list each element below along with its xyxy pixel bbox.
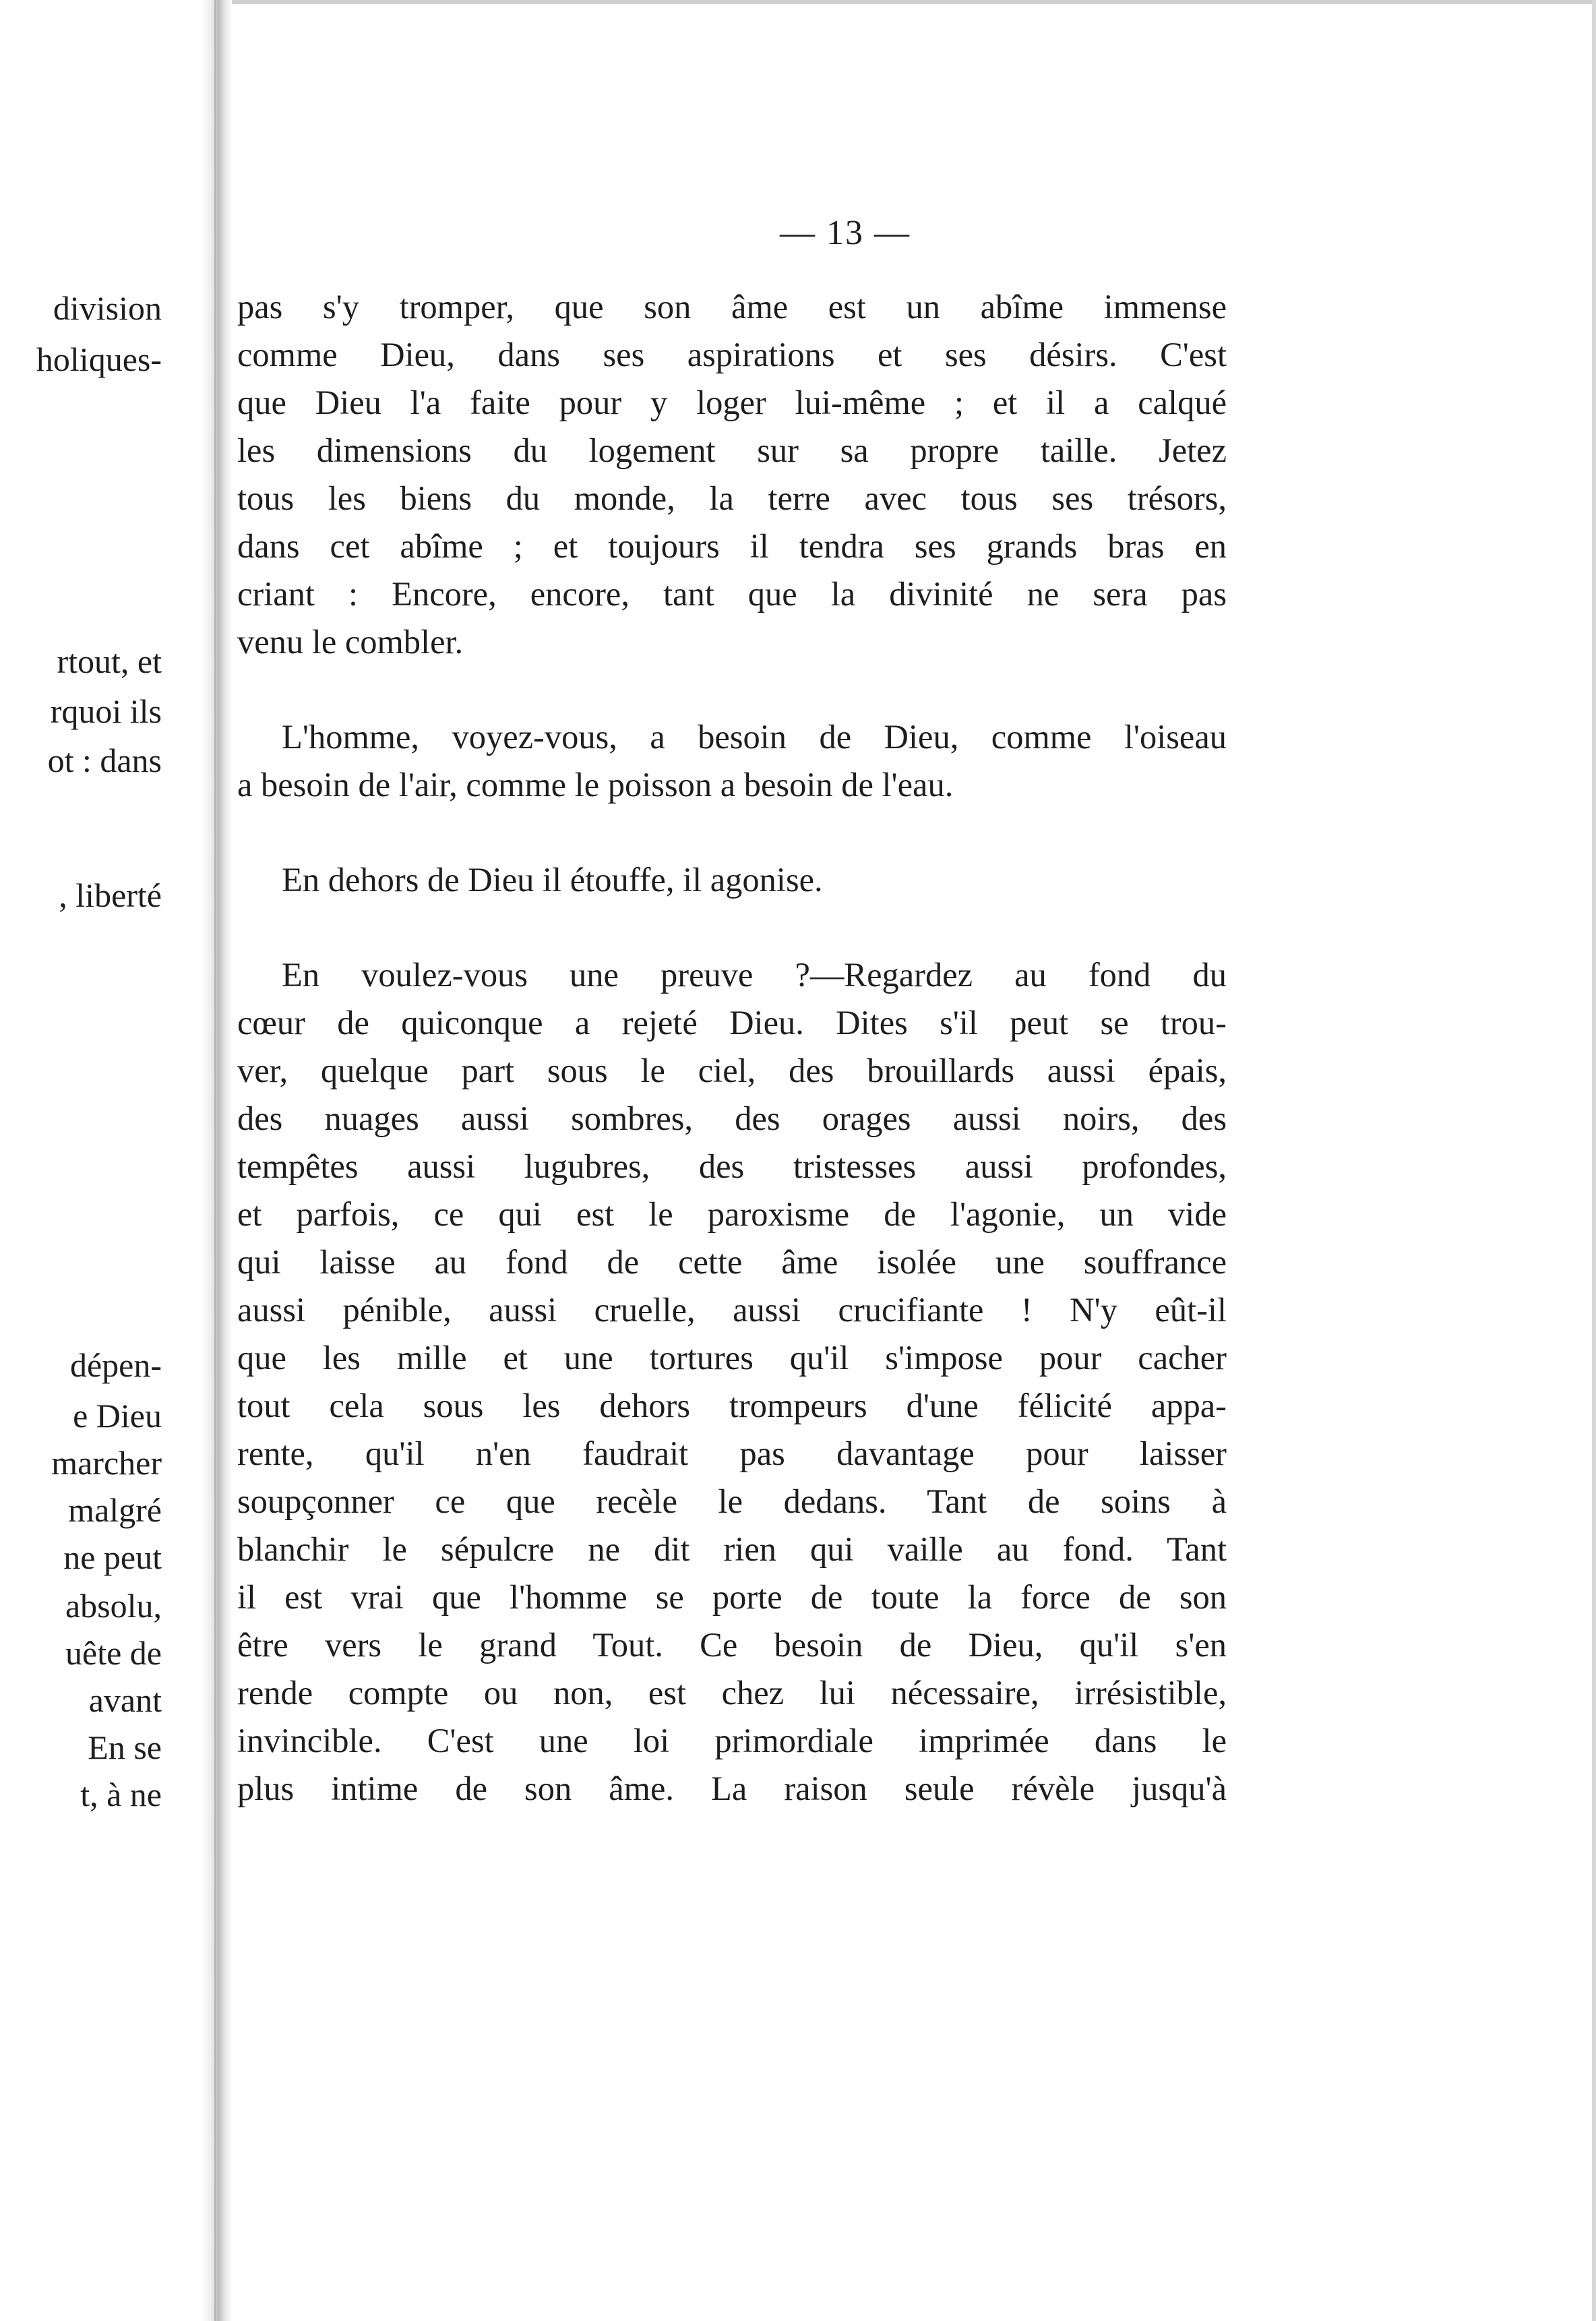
fragment-line: , liberté — [59, 876, 162, 914]
fragment-line: rquoi ils — [50, 692, 162, 730]
fragment-line: e Dieu — [73, 1397, 162, 1435]
paragraph — [237, 951, 1227, 1813]
text-line: plus intime de son âme. La raison seule révèle jusqu'à — [237, 1770, 1227, 1807]
text-line: blanchir le sépulcre ne dit rien qui vaille au fond. Tant — [237, 1530, 1227, 1568]
text-line: dans cet abîme ; et toujours il tendra ses grands bras en — [237, 527, 1227, 565]
text-line: rente, qu'il n'en faudrait pas davantage pour laisser — [237, 1435, 1227, 1472]
fragment-line: ot : dans — [47, 742, 162, 779]
paragraph — [237, 713, 1227, 809]
page-body — [237, 283, 1227, 1813]
text-line: être vers le grand Tout. Ce besoin de Dieu, qu'il s'en — [237, 1626, 1227, 1664]
facing-page-fragment — [0, 0, 202, 2321]
fragment-line: t, à ne — [80, 1776, 162, 1813]
fragment-line: malgré — [68, 1491, 162, 1529]
text-line: rende compte ou non, est chez lui nécessaire, irrésistible, — [237, 1674, 1227, 1712]
text-line: les dimensions du logement sur sa propre taille. Jetez — [237, 431, 1227, 469]
text-line: invincible. C'est une loi primordiale imprimée dans le — [237, 1722, 1227, 1759]
text-line: criant : Encore, encore, tant que la divinité ne sera pas — [237, 575, 1227, 613]
text-line: venu le combler. — [237, 623, 464, 661]
text-line: des nuages aussi sombres, des orages aussi noirs, des — [237, 1099, 1227, 1137]
text-line: pas s'y tromper, que son âme est un abîme immense — [237, 288, 1227, 326]
paragraph — [237, 856, 1227, 904]
text-line: ver, quelque part sous le ciel, des brouillards aussi épais, — [237, 1052, 1227, 1089]
paragraph-spacer — [237, 904, 1227, 951]
paragraph — [237, 283, 1227, 666]
fragment-line: uête de — [65, 1634, 162, 1672]
text-line: comme Dieu, dans ses aspirations et ses désirs. C'est — [237, 336, 1227, 373]
fragment-line: ne peut — [63, 1538, 162, 1576]
text-line: En voulez-vous une preuve ?—Regardez au fond du — [282, 956, 1227, 994]
text-line: L'homme, voyez-vous, a besoin de Dieu, comme l'oiseau — [282, 718, 1227, 756]
paragraph-spacer — [237, 666, 1227, 713]
fragment-line: marcher — [51, 1444, 162, 1482]
text-line: En dehors de Dieu il étouffe, il agonise. — [282, 861, 823, 899]
fragment-line: holiques- — [36, 340, 162, 378]
fragment-line: rtout, et — [57, 642, 162, 680]
scan-border-right — [1592, 0, 1596, 2321]
binding-gutter-line — [214, 0, 216, 2321]
fragment-line: En se — [88, 1728, 162, 1766]
text-line: a besoin de l'air, comme le poisson a besoin de l'eau. — [237, 766, 954, 804]
text-line: qui laisse au fond de cette âme isolée une souffrance — [237, 1243, 1227, 1281]
page-number: — 13 — — [780, 214, 911, 252]
text-line: il est vrai que l'homme se porte de toute la force de son — [237, 1578, 1227, 1616]
text-line: que les mille et une tortures qu'il s'impose pour cacher — [237, 1339, 1227, 1377]
scan-border-top — [229, 0, 1596, 4]
fragment-line: avant — [88, 1681, 162, 1719]
fragment-line: division — [53, 289, 162, 327]
text-line: et parfois, ce qui est le paroxisme de l'agonie, un vide — [237, 1195, 1227, 1233]
text-line: cœur de quiconque a rejeté Dieu. Dites s'il peut se trou- — [237, 1004, 1227, 1042]
text-line: tous les biens du monde, la terre avec tous ses trésors, — [237, 479, 1227, 517]
text-line: tout cela sous les dehors trompeurs d'une félicité appa- — [237, 1387, 1227, 1424]
paragraph-spacer — [237, 809, 1227, 856]
text-line: tempêtes aussi lugubres, des tristesses aussi profondes, — [237, 1147, 1227, 1185]
fragment-line: dépen- — [69, 1346, 162, 1384]
fragment-line: absolu, — [65, 1587, 162, 1625]
binding-gutter — [202, 0, 232, 2321]
text-line: aussi pénible, aussi cruelle, aussi crucifiante ! N'y eût-il — [237, 1291, 1227, 1329]
text-line: que Dieu l'a faite pour y loger lui-même ; et il a calqué — [237, 384, 1227, 421]
text-line: soupçonner ce que recèle le dedans. Tant de soins à — [237, 1482, 1227, 1520]
